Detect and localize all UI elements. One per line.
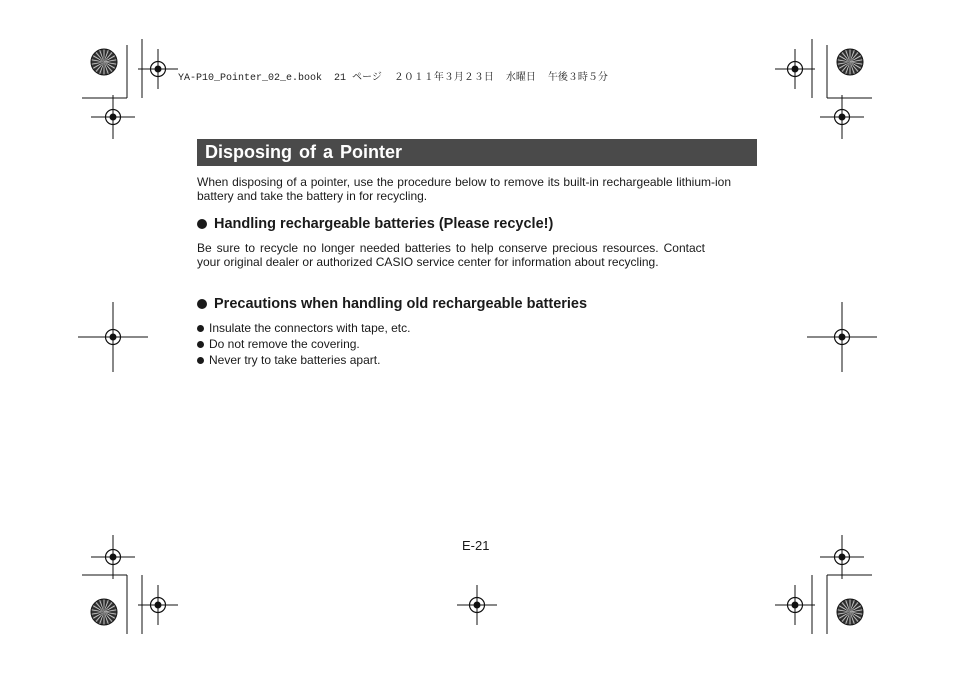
handling-heading xyxy=(197,216,553,232)
bullet-icon xyxy=(197,325,204,332)
registration-dot xyxy=(792,602,799,609)
intro-paragraph: When disposing of a pointer, use the procedure below to remove its built-in rechargeable lithium-ion battery and take the battery in for recycling. xyxy=(197,175,731,203)
precautions-heading-text: Precautions when handling old rechargeable batteries xyxy=(214,296,588,312)
registration-dot xyxy=(110,554,117,561)
registration-dot xyxy=(155,66,162,73)
list-item xyxy=(197,352,410,368)
list-item-text: Do not remove the covering. xyxy=(209,337,360,351)
registration-dot xyxy=(110,114,117,121)
registration-dot xyxy=(839,114,846,121)
bullet-icon xyxy=(197,219,207,229)
registration-dot xyxy=(110,334,117,341)
print-header: YA-P10_Pointer_02_e.book 21 ページ ２０１１年３月２３日 水曜日 午後３時５分 xyxy=(178,73,608,84)
bullet-icon xyxy=(197,341,204,348)
registration-dot xyxy=(474,602,481,609)
registration-dot xyxy=(839,554,846,561)
precautions-list xyxy=(197,320,410,368)
registration-dot xyxy=(155,602,162,609)
registration-dot xyxy=(792,66,799,73)
page-title: Disposing of a Pointer xyxy=(197,139,757,166)
handling-heading-text: Handling rechargeable batteries (Please recycle!) xyxy=(214,216,554,232)
list-item-text: Never try to take batteries apart. xyxy=(209,353,381,367)
bullet-icon xyxy=(197,357,204,364)
list-item xyxy=(197,336,410,352)
list-item xyxy=(197,320,410,336)
bullet-icon xyxy=(197,299,207,309)
precautions-heading xyxy=(197,296,587,312)
list-item-text: Insulate the connectors with tape, etc. xyxy=(209,321,411,335)
handling-paragraph: Be sure to recycle no longer needed batteries to help conserve precious resources. Contact your original dealer or authorized CASIO service center for information about recycling. xyxy=(197,241,705,269)
page-number: E-21 xyxy=(462,538,490,553)
registration-dot xyxy=(839,334,846,341)
